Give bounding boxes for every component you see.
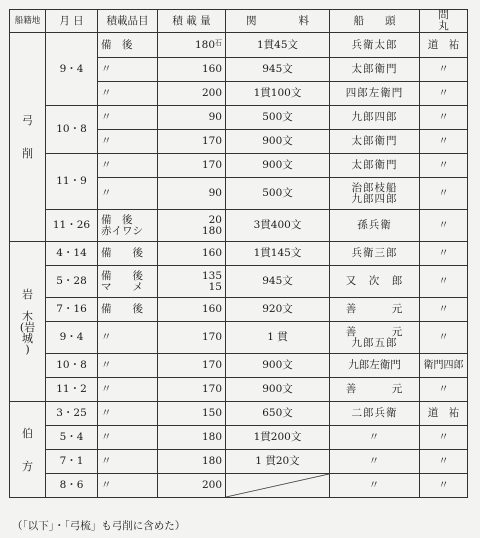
date-cell: 9・4 — [46, 33, 98, 106]
table-row — [10, 354, 468, 378]
captain-cell: 太郎衛門 — [330, 154, 420, 178]
table-row — [10, 242, 468, 266]
quantity-cell: 150 — [158, 402, 226, 426]
quantity-cell: 170 — [158, 322, 226, 354]
agent-cell: 道 祐 — [420, 402, 468, 426]
captain-cell: 〃 — [330, 450, 420, 474]
agent-cell: 〃 — [420, 322, 468, 354]
cargo-cell: 〃 — [98, 354, 158, 378]
date-cell: 10・8 — [46, 106, 98, 154]
footnote: （「以下」・「弓梳」も弓削に含めた） — [12, 520, 186, 532]
quantity-cell: 160 — [158, 298, 226, 322]
quantity-cell: 170 — [158, 378, 226, 402]
date-cell: 11・2 — [46, 378, 98, 402]
quantity-cell: 180 — [158, 450, 226, 474]
date-cell: 7・1 — [46, 450, 98, 474]
captain-cell: 太郎衛門 — [330, 58, 420, 82]
quantity-cell: 20 180 — [158, 210, 226, 242]
captain-cell: 九郎左衛門 — [330, 354, 420, 378]
cargo-cell: 〃 — [98, 402, 158, 426]
header-date: 月 日 — [46, 10, 98, 33]
table-row — [10, 298, 468, 322]
agent-cell: 〃 — [420, 58, 468, 82]
toll-cell: 3貫400文 — [226, 210, 330, 242]
cargo-cell: 備 後 — [98, 242, 158, 266]
toll-cell: 920文 — [226, 298, 330, 322]
cargo-cell: 〃 — [98, 450, 158, 474]
date-cell: 9・4 — [46, 322, 98, 354]
table-row — [10, 450, 468, 474]
toll-cell: 1 貫 — [226, 322, 330, 354]
table-row — [10, 154, 468, 178]
agent-cell: 〃 — [420, 426, 468, 450]
agent-cell: 道 祐 — [420, 33, 468, 58]
cargo-cell: 〃 — [98, 474, 158, 498]
date-cell: 5・4 — [46, 426, 98, 450]
header-home-port: 船籍地 — [10, 10, 46, 33]
header-captain: 船 頭 — [330, 10, 420, 33]
date-cell: 4・14 — [46, 242, 98, 266]
toll-cell: 900文 — [226, 378, 330, 402]
date-cell: 5・28 — [46, 266, 98, 298]
agent-cell: 〃 — [420, 154, 468, 178]
cargo-cell: 〃 — [98, 322, 158, 354]
header-cargo: 積載品目 — [98, 10, 158, 33]
agent-cell: 〃 — [420, 266, 468, 298]
table-row — [10, 426, 468, 450]
date-cell: 3・25 — [46, 402, 98, 426]
quantity-cell: 90 — [158, 178, 226, 210]
location-iwagi: 岩 木 (岩 城 ) — [10, 242, 46, 402]
agent-cell: 〃 — [420, 210, 468, 242]
quantity-cell: 170 — [158, 130, 226, 154]
toll-cell: 900文 — [226, 354, 330, 378]
cargo-cell: 〃 — [98, 106, 158, 130]
captain-cell: 善 元 — [330, 378, 420, 402]
agent-cell: 〃 — [420, 298, 468, 322]
quantity-cell: 160 — [158, 58, 226, 82]
toll-cell: 945文 — [226, 266, 330, 298]
toll-cell: 900文 — [226, 130, 330, 154]
agent-cell: 衛門四郎 — [420, 354, 468, 378]
quantity-cell: 170 — [158, 154, 226, 178]
captain-cell: 兵衛三郎 — [330, 242, 420, 266]
captain-cell: 孫兵衛 — [330, 210, 420, 242]
agent-cell: 〃 — [420, 82, 468, 106]
header-shipping-agent: 問 丸 — [420, 10, 468, 33]
toll-cell: 500文 — [226, 178, 330, 210]
quantity-cell: 200 — [158, 82, 226, 106]
captain-cell: 〃 — [330, 474, 420, 498]
header-quantity: 積 載 量 — [158, 10, 226, 33]
toll-cell: 1貫145文 — [226, 242, 330, 266]
captain-cell: 四郎左衛門 — [330, 82, 420, 106]
cargo-cell: 〃 — [98, 178, 158, 210]
date-cell: 11・9 — [46, 154, 98, 210]
quantity-value: 180 — [194, 38, 215, 51]
agent-cell: 〃 — [420, 106, 468, 130]
captain-cell: 二郎兵衛 — [330, 402, 420, 426]
quantity-cell: 180 — [158, 426, 226, 450]
location-hakata: 伯 方 — [10, 402, 46, 498]
captain-cell: 善 元 九郎五郎 — [330, 322, 420, 354]
toll-cell: 1 貫20文 — [226, 450, 330, 474]
toll-cell: 1貫45文 — [226, 33, 330, 58]
table-row — [10, 402, 468, 426]
table-row — [10, 266, 468, 298]
quantity-cell: 170 — [158, 354, 226, 378]
agent-cell: 〃 — [420, 130, 468, 154]
table-row — [10, 210, 468, 242]
agent-cell: 〃 — [420, 178, 468, 210]
captain-cell: 兵衛太郎 — [330, 33, 420, 58]
header-row — [10, 10, 468, 33]
captain-cell: 太郎衛門 — [330, 130, 420, 154]
table-row — [10, 474, 468, 498]
cargo-cell: 備 後 — [98, 298, 158, 322]
quantity-cell: 90 — [158, 106, 226, 130]
cargo-cell: 〃 — [98, 82, 158, 106]
toll-cell: 1貫200文 — [226, 426, 330, 450]
date-cell: 11・26 — [46, 210, 98, 242]
header-toll: 関 料 — [226, 10, 330, 33]
toll-cell: 900文 — [226, 154, 330, 178]
agent-cell: 〃 — [420, 474, 468, 498]
shipping-record-table — [9, 9, 468, 498]
quantity-cell: 135 15 — [158, 266, 226, 298]
captain-cell: 治郎枝船 九郎四郎 — [330, 178, 420, 210]
quantity-cell: 160 — [158, 242, 226, 266]
quantity-cell: 200 — [158, 474, 226, 498]
table-row — [10, 106, 468, 130]
toll-cell: 650文 — [226, 402, 330, 426]
date-cell: 8・6 — [46, 474, 98, 498]
captain-cell: 善 元 — [330, 298, 420, 322]
agent-cell: 〃 — [420, 242, 468, 266]
table-row — [10, 378, 468, 402]
cargo-cell: 備 後 赤イワシ — [98, 210, 158, 242]
agent-cell: 〃 — [420, 378, 468, 402]
toll-cell-empty — [226, 474, 330, 498]
cargo-cell: 〃 — [98, 58, 158, 82]
cargo-cell: 備 後 — [98, 33, 158, 58]
toll-cell: 500文 — [226, 106, 330, 130]
toll-cell: 1貫100文 — [226, 82, 330, 106]
quantity-cell — [158, 33, 226, 58]
table-row — [10, 322, 468, 354]
cargo-cell: 〃 — [98, 378, 158, 402]
captain-cell: 又 次 郎 — [330, 266, 420, 298]
date-cell: 10・8 — [46, 354, 98, 378]
koku-unit: 石 — [215, 38, 222, 47]
diagonal-strike — [226, 474, 329, 497]
agent-cell: 〃 — [420, 450, 468, 474]
date-cell: 7・16 — [46, 298, 98, 322]
toll-cell: 945文 — [226, 58, 330, 82]
table-row — [10, 33, 468, 58]
captain-cell: 〃 — [330, 426, 420, 450]
cargo-cell: 〃 — [98, 426, 158, 450]
location-yuge: 弓 削 — [10, 33, 46, 242]
cargo-cell: 〃 — [98, 130, 158, 154]
cargo-cell: 備 後 マ メ — [98, 266, 158, 298]
captain-cell: 九郎四郎 — [330, 106, 420, 130]
cargo-cell: 〃 — [98, 154, 158, 178]
